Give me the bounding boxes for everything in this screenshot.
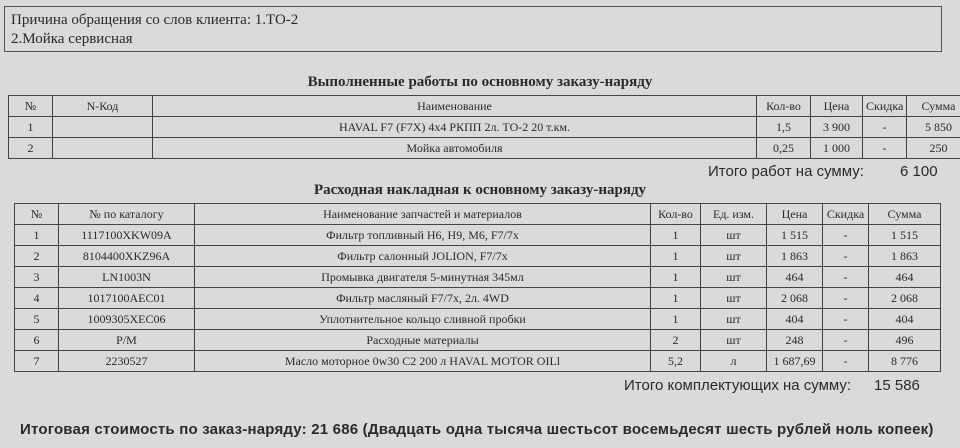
table-row [15,288,941,309]
works-cell: 2 [9,138,53,159]
parts-cell: 496 [869,330,941,351]
works-header-cell: Наименование [153,96,757,117]
works-cell [53,117,153,138]
parts-cell: 248 [767,330,823,351]
table-row [15,309,941,330]
parts-title: Расходная накладная к основному заказу-наряду [313,182,647,198]
parts-cell: шт [701,288,767,309]
parts-header-cell: № [15,204,59,225]
complaint-box [4,6,942,52]
works-cell: - [863,138,907,159]
parts-header-cell: Кол-во [651,204,701,225]
parts-cell: 1117100XKW09A [59,225,195,246]
parts-cell: Расходные материалы [195,330,651,351]
parts-cell: - [823,288,869,309]
parts-cell: 1009305XEC06 [59,309,195,330]
table-row [15,267,941,288]
parts-cell: 1 [651,267,701,288]
works-header-cell: № [9,96,53,117]
works-header-cell: Сумма [907,96,960,117]
parts-cell: P/M [59,330,195,351]
parts-cell: 1 [15,225,59,246]
parts-cell: 4 [15,288,59,309]
works-title: Выполненные работы по основному заказу-наряду [307,74,653,90]
works-cell: 1 [9,117,53,138]
parts-cell: - [823,267,869,288]
parts-cell: - [823,246,869,267]
table-row [15,225,941,246]
works-total-value: 6 100 [900,163,938,180]
works-cell: - [863,117,907,138]
parts-cell: 7 [15,351,59,372]
parts-cell: 5,2 [651,351,701,372]
works-cell: 5 850 [907,117,960,138]
parts-cell: 1 687,69 [767,351,823,372]
parts-cell: 2 [651,330,701,351]
parts-cell: л [701,351,767,372]
table-row [9,138,960,159]
table-row [9,117,960,138]
parts-cell: 464 [767,267,823,288]
parts-cell: - [823,225,869,246]
parts-cell: 1 863 [767,246,823,267]
works-cell [53,138,153,159]
parts-cell: 5 [15,309,59,330]
parts-header-cell: № по каталогу [59,204,195,225]
table-row [15,351,941,372]
parts-cell: 1 863 [869,246,941,267]
works-cell: 1 000 [811,138,863,159]
parts-cell: Промывка двигателя 5-минутная 345мл [195,267,651,288]
parts-table [14,203,941,372]
parts-header-cell: Сумма [869,204,941,225]
parts-cell: 1017100AEC01 [59,288,195,309]
parts-cell: 1 [651,288,701,309]
parts-header-cell: Наименование запчастей и материалов [195,204,651,225]
works-header-cell: N-Код [53,96,153,117]
parts-total-value: 15 586 [874,377,920,394]
parts-cell: Масло моторное 0w30 C2 200 л HAVAL MOTOR OILl [195,351,651,372]
parts-cell: шт [701,267,767,288]
works-total-label: Итого работ на сумму: [708,163,864,180]
parts-cell: - [823,330,869,351]
parts-cell: Фильтр салонный JOLION, F7/7x [195,246,651,267]
parts-cell: 6 [15,330,59,351]
parts-cell: 2 068 [767,288,823,309]
parts-cell: 464 [869,267,941,288]
parts-cell: LN1003N [59,267,195,288]
parts-cell: шт [701,309,767,330]
parts-cell: 404 [869,309,941,330]
parts-cell: 3 [15,267,59,288]
works-cell: 0,25 [757,138,811,159]
parts-cell: 2 068 [869,288,941,309]
parts-cell: 1 [651,246,701,267]
parts-cell: шт [701,330,767,351]
parts-header-cell: Скидка [823,204,869,225]
complaint-line-1: Причина обращения со слов клиента: 1.ТО-2 [11,12,299,28]
works-cell: 1,5 [757,117,811,138]
works-cell: 3 900 [811,117,863,138]
parts-header-cell: Ед. изм. [701,204,767,225]
parts-cell: - [823,351,869,372]
works-table [8,95,960,159]
parts-cell: 1 515 [767,225,823,246]
parts-header-cell: Цена [767,204,823,225]
parts-cell: 8 776 [869,351,941,372]
parts-total-label: Итого комплектующих на сумму: [624,377,852,394]
parts-cell: 2230527 [59,351,195,372]
table-row [15,330,941,351]
parts-cell: 1 515 [869,225,941,246]
parts-cell: 1 [651,309,701,330]
table-row [15,246,941,267]
complaint-line-2: 2.Мойка сервисная [11,31,133,47]
parts-cell: шт [701,246,767,267]
parts-cell: 8104400XKZ96A [59,246,195,267]
parts-cell: Уплотнительное кольцо сливной пробки [195,309,651,330]
parts-cell: 2 [15,246,59,267]
works-cell: 250 [907,138,960,159]
works-cell: HAVAL F7 (F7X) 4x4 РКПП 2л. ТО-2 20 т.км. [153,117,757,138]
parts-cell: Фильтр топливный Н6, Н9, М6, F7/7x [195,225,651,246]
grand-total: Итоговая стоимость по заказ-наряду: 21 686 (Двадцать одна тысяча шестьсот восемьдесят шесть рублей ноль копеек) [20,421,934,438]
works-cell: Мойка автомобиля [153,138,757,159]
works-header-cell: Кол-во [757,96,811,117]
parts-cell: 1 [651,225,701,246]
parts-cell: шт [701,225,767,246]
parts-cell: 404 [767,309,823,330]
parts-cell: Фильтр масляный F7/7x, 2л. 4WD [195,288,651,309]
works-header-cell: Цена [811,96,863,117]
parts-cell: - [823,309,869,330]
works-header-cell: Скидка [863,96,907,117]
